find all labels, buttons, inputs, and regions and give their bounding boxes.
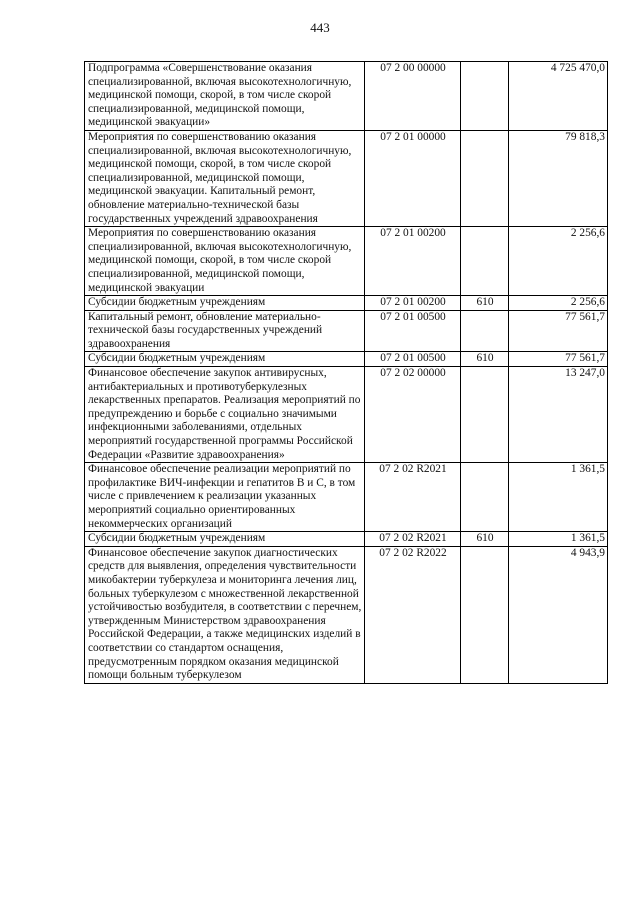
row-code: 07 2 02 R2021 bbox=[365, 532, 461, 547]
row-type: 610 bbox=[461, 532, 509, 547]
row-sum: 2 256,6 bbox=[509, 227, 608, 296]
row-type bbox=[461, 310, 509, 352]
row-sum: 1 361,5 bbox=[509, 463, 608, 532]
table-row bbox=[85, 532, 608, 547]
row-sum: 2 256,6 bbox=[509, 296, 608, 311]
page-number: 443 bbox=[310, 20, 330, 35]
row-name: Субсидии бюджетным учреждениям bbox=[85, 352, 365, 367]
row-type bbox=[461, 227, 509, 296]
row-code: 07 2 01 00500 bbox=[365, 352, 461, 367]
table-row bbox=[85, 296, 608, 311]
row-name: Подпрограмма «Совершенствование оказания специализированной, включая высокотехнологичную, медицинской помощи, скорой, в том числе скорой специализированной, медицинской помощи, медицинской эвакуации» bbox=[85, 62, 365, 131]
row-sum: 13 247,0 bbox=[509, 367, 608, 463]
table-row bbox=[85, 352, 608, 367]
budget-table bbox=[84, 61, 608, 684]
row-type bbox=[461, 130, 509, 226]
table-row bbox=[85, 62, 608, 131]
row-code: 07 2 01 00200 bbox=[365, 227, 461, 296]
row-name: Субсидии бюджетным учреждениям bbox=[85, 532, 365, 547]
table-row bbox=[85, 463, 608, 532]
row-code: 07 2 01 00000 bbox=[365, 130, 461, 226]
row-name: Финансовое обеспечение закупок антивирусных, антибактериальных и противотуберкулезных лекарственных препаратов. Реализация мероприятий по предупреждению и борьбе с социально значимыми инфекционными заболеваниями, отдельных мероприятий государственной программы Российской Федерации «Развитие здравоохранения» bbox=[85, 367, 365, 463]
table-row bbox=[85, 310, 608, 352]
row-type: 610 bbox=[461, 296, 509, 311]
row-type bbox=[461, 62, 509, 131]
row-code: 07 2 01 00200 bbox=[365, 296, 461, 311]
row-sum: 79 818,3 bbox=[509, 130, 608, 226]
row-code: 07 2 02 R2021 bbox=[365, 463, 461, 532]
row-name: Мероприятия по совершенствованию оказания специализированной, включая высокотехнологичную, медицинской помощи, скорой, в том числе скорой специализированной, медицинской помощи, медицинской эвакуации bbox=[85, 227, 365, 296]
row-name: Финансовое обеспечение закупок диагностических средств для выявления, определения чувствительности микобактерии туберкулеза и мониторинга лечения лиц, больных туберкулезом с множественной лекарственной устойчивостью возбудителя, в соответствии с перечнем, утвержденным Министерством здравоохранения Российской Федерации, а также медицинских изделий в соответствии со стандартом оснащения, предусмотренным порядком оказания медицинской помощи больным туберкулезом bbox=[85, 546, 365, 683]
row-sum: 4 943,9 bbox=[509, 546, 608, 683]
row-name: Финансовое обеспечение реализации мероприятий по профилактике ВИЧ-инфекции и гепатитов В и С, в том числе с привлечением к реализации указанных мероприятий социально ориентированных некоммерческих организаций bbox=[85, 463, 365, 532]
row-name: Субсидии бюджетным учреждениям bbox=[85, 296, 365, 311]
row-type: 610 bbox=[461, 352, 509, 367]
table-row bbox=[85, 546, 608, 683]
row-sum: 1 361,5 bbox=[509, 532, 608, 547]
row-name: Мероприятия по совершенствованию оказания специализированной, включая высокотехнологичную, медицинской помощи, скорой, в том числе скорой специализированной, медицинской помощи, медицинской эвакуации. Капитальный ремонт, обновление материально-технической базы государственных учреждений здравоохранения bbox=[85, 130, 365, 226]
row-code: 07 2 02 R2022 bbox=[365, 546, 461, 683]
row-sum: 4 725 470,0 bbox=[509, 62, 608, 131]
row-code: 07 2 00 00000 bbox=[365, 62, 461, 131]
table-row bbox=[85, 130, 608, 226]
row-code: 07 2 02 00000 bbox=[365, 367, 461, 463]
row-type bbox=[461, 546, 509, 683]
row-type bbox=[461, 367, 509, 463]
row-type bbox=[461, 463, 509, 532]
row-sum: 77 561,7 bbox=[509, 352, 608, 367]
row-sum: 77 561,7 bbox=[509, 310, 608, 352]
row-name: Капитальный ремонт, обновление материально-технической базы государственных учреждений здравоохранения bbox=[85, 310, 365, 352]
row-code: 07 2 01 00500 bbox=[365, 310, 461, 352]
table-row bbox=[85, 227, 608, 296]
table-row bbox=[85, 367, 608, 463]
